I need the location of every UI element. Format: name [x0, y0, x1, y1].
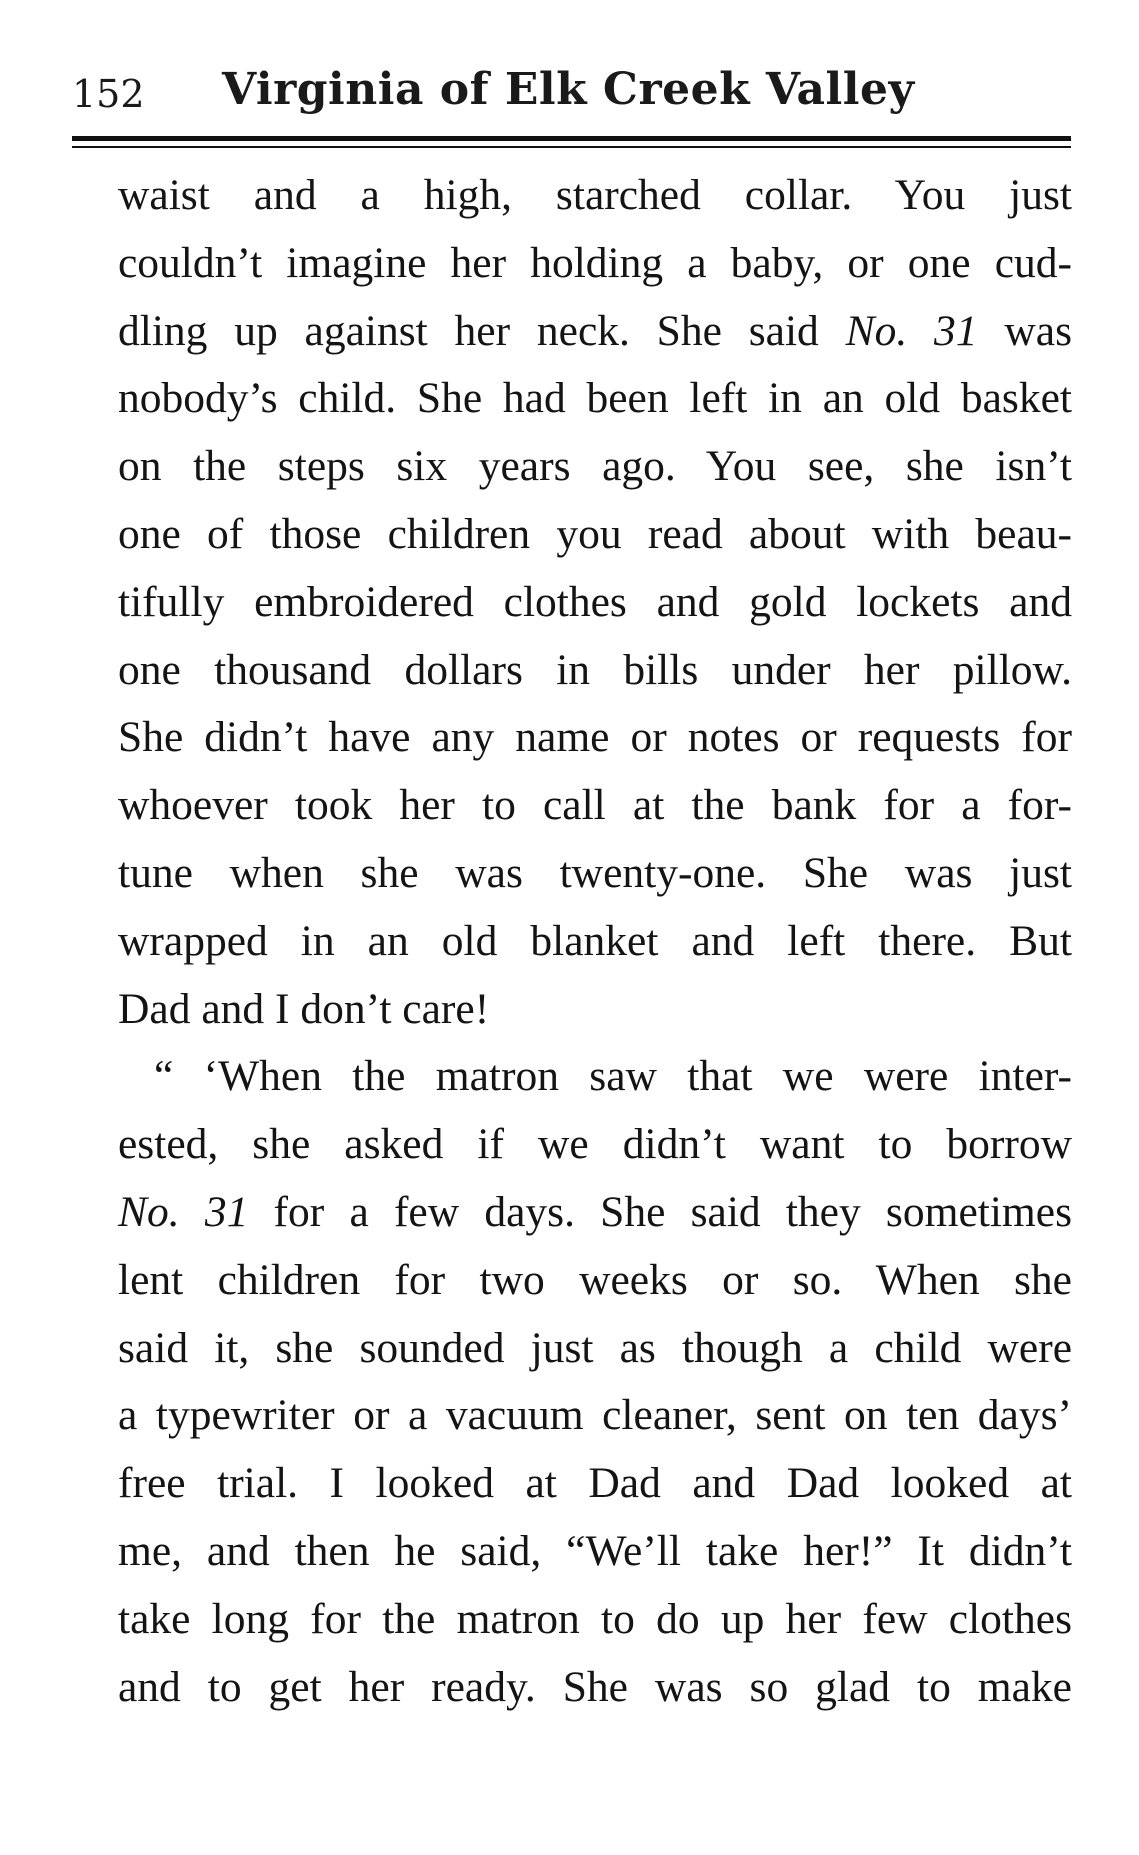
page-number: 152: [72, 72, 145, 116]
paragraph-start-line: “ ‘When the matron saw that we were inter-: [154, 1052, 1072, 1101]
text-line: nobody’s child. She had been left in an old basket: [118, 374, 1072, 423]
text-line: ested, she asked if we didn’t want to borrow: [118, 1120, 1072, 1169]
text-line: take long for the matron to do up her few clothes: [118, 1594, 1072, 1643]
text-line: tifully embroidered clothes and gold lockets and: [118, 577, 1072, 626]
text-line: whoever took her to call at the bank for a for-: [118, 781, 1072, 830]
paragraph-end-line: Dad and I don’t care!: [118, 984, 490, 1033]
text-line: one thousand dollars in bills under her pillow.: [118, 645, 1072, 694]
text-line: me, and then he said, “We’ll take her!” It didn’t: [118, 1526, 1072, 1575]
text-line: and to get her ready. She was so glad to make: [118, 1662, 1072, 1711]
running-header: [72, 62, 1072, 122]
text-line: tune when she was twenty-one. She was just: [118, 848, 1072, 897]
text-line: on the steps six years ago. You see, she isn’t: [118, 442, 1072, 491]
text-line: wrapped in an old blanket and left there. But: [118, 916, 1072, 965]
running-title: Virginia of Elk Creek Valley: [222, 64, 915, 115]
text-line: lent children for two weeks or so. When she: [118, 1255, 1072, 1304]
text-line: free trial. I looked at Dad and Dad looked at: [118, 1459, 1072, 1508]
text-line: waist and a high, starched collar. You just: [118, 171, 1072, 219]
text-line: said it, she sounded just as though a child were: [118, 1323, 1072, 1372]
text-line: No. 31 for a few days. She said they sometimes: [118, 1187, 1072, 1236]
italic-name: No. 31: [118, 1187, 249, 1236]
text-line: dling up against her neck. She said No. 31 was: [118, 306, 1072, 355]
header-rule-thick: [72, 136, 1071, 141]
header-rule-thin: [72, 146, 1071, 148]
italic-name: No. 31: [845, 306, 978, 355]
body-text: [118, 162, 1072, 1721]
text-line: She didn’t have any name or notes or requests for: [118, 713, 1072, 762]
text-line: one of those children you read about with beau-: [118, 509, 1072, 558]
text-line: couldn’t imagine her holding a baby, or one cud-: [118, 238, 1072, 287]
text-line: a typewriter or a vacuum cleaner, sent on ten days’: [118, 1391, 1072, 1440]
